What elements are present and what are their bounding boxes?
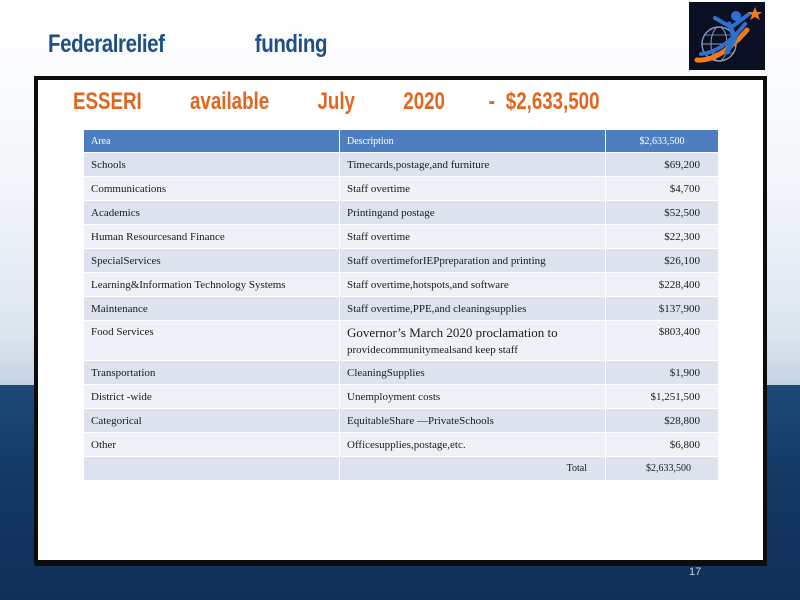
subtitle-available: available: [190, 88, 270, 115]
cell-description: Unemployment costs: [340, 385, 606, 409]
table-row: [84, 273, 719, 297]
cell-description: EquitableShare —PrivateSchools: [340, 409, 606, 433]
table-row: [84, 385, 719, 409]
subtitle-program: ESSERI: [73, 88, 142, 115]
subtitle-dash: -: [488, 88, 495, 115]
slide-title: [48, 30, 327, 59]
cell-amount: $1,900: [606, 361, 719, 385]
table-row: [84, 409, 719, 433]
organization-logo: [689, 2, 765, 70]
logo-graphic: [689, 2, 765, 70]
cell-description: Staff overtime,PPE,and cleaningsupplies: [340, 297, 606, 321]
cell-area: Communications: [84, 177, 340, 201]
cell-description: Timecards,postage,and furniture: [340, 153, 606, 177]
table-row: [84, 177, 719, 201]
cell-description: Staff overtimeforIEPpreparation and printing: [340, 249, 606, 273]
table-row: [84, 225, 719, 249]
title-word-2: funding: [254, 30, 328, 58]
cell-description: CleaningSupplies: [340, 361, 606, 385]
table-row: [84, 321, 719, 361]
cell-area: District -wide: [84, 385, 340, 409]
cell-amount: $69,200: [606, 153, 719, 177]
cell-description-line2: providecommunitymealsand keep staff: [347, 344, 518, 356]
cell-description: Staff overtime: [340, 177, 606, 201]
subtitle-amount: $2,633,500: [505, 88, 600, 115]
table-row: [84, 297, 719, 321]
table-row: [84, 201, 719, 225]
table-row: [84, 433, 719, 457]
cell-amount: $6,800: [606, 433, 719, 457]
subtitle-month: July: [317, 88, 355, 115]
cell-area: Learning&Information Technology Systems: [84, 273, 340, 297]
cell-area: Academics: [84, 201, 340, 225]
cell-amount: $803,400: [606, 321, 719, 361]
cell-amount: $228,400: [606, 273, 719, 297]
cell-description: Staff overtime: [340, 225, 606, 249]
header-area: Area: [84, 130, 340, 153]
subtitle-year: 2020: [403, 88, 445, 115]
cell-area: Other: [84, 433, 340, 457]
cell-amount: $52,500: [606, 201, 719, 225]
table-row: [84, 153, 719, 177]
cell-area: Transportation: [84, 361, 340, 385]
cell-description: Officesupplies,postage,etc.: [340, 433, 606, 457]
cell-description: Staff overtime,hotspots,and software: [340, 273, 606, 297]
cell-amount: $4,700: [606, 177, 719, 201]
header-description: Description: [340, 130, 606, 153]
cell-description: Printingand postage: [340, 201, 606, 225]
cell-area: Maintenance: [84, 297, 340, 321]
cell-area: Categorical: [84, 409, 340, 433]
cell-empty: [84, 457, 340, 481]
table-row: [84, 249, 719, 273]
table-row: [84, 361, 719, 385]
cell-amount: $26,100: [606, 249, 719, 273]
cell-area: SpecialServices: [84, 249, 340, 273]
funding-table: [83, 129, 719, 481]
title-word-1: Federalrelief: [48, 30, 165, 58]
table-header-row: [84, 130, 719, 153]
cell-area: Food Services: [84, 321, 340, 361]
total-value: $2,633,500: [606, 457, 719, 481]
cell-amount: $28,800: [606, 409, 719, 433]
page-number: 17: [689, 566, 702, 578]
cell-amount: $137,900: [606, 297, 719, 321]
cell-amount: $1,251,500: [606, 385, 719, 409]
cell-description-line1: Governor’s March 2020 proclamation to: [347, 325, 558, 340]
total-label: Total: [340, 457, 606, 481]
table-total-row: [84, 457, 719, 481]
funding-subtitle: [73, 88, 599, 116]
cell-area: Human Resourcesand Finance: [84, 225, 340, 249]
cell-description: [340, 321, 606, 361]
cell-area: Schools: [84, 153, 340, 177]
cell-amount: $22,300: [606, 225, 719, 249]
header-amount: $2,633,500: [606, 130, 719, 153]
